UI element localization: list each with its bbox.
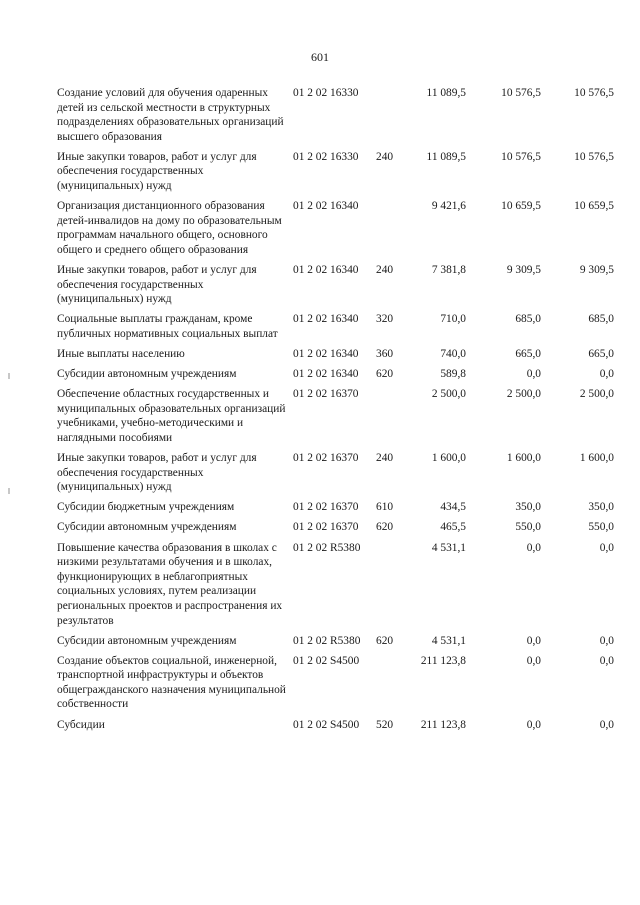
amount-year-2: 665,0 <box>515 348 541 360</box>
table-row <box>57 520 617 535</box>
target-article-code: 01 2 02 16340 <box>293 368 359 381</box>
amount-year-1: 1 600,0 <box>431 452 466 465</box>
amount-year-2: 0,0 <box>526 718 541 731</box>
amount-year-2: 0,0 <box>526 654 541 667</box>
table-row <box>57 654 617 712</box>
target-article-code: 01 2 02 16330 <box>293 87 359 99</box>
row-description: Субсидии автономным учреждениям <box>57 521 237 534</box>
amount-year-1: 11 089,5 <box>426 150 466 163</box>
table-row <box>57 451 617 495</box>
row-description: Иные выплаты населению <box>57 348 185 360</box>
target-article-code: 01 2 02 16370 <box>293 388 359 401</box>
table-row <box>57 500 617 515</box>
amount-year-1: 710,0 <box>440 313 466 326</box>
table-row <box>57 541 617 629</box>
row-description: Иные закупки товаров, работ и услуг для обеспечения государственных (муниципальных) нужд <box>57 452 257 494</box>
amount-year-3: 10 659,5 <box>574 200 614 213</box>
target-article-code: 01 2 02 S4500 <box>293 654 360 667</box>
amount-year-1: 465,5 <box>440 521 466 534</box>
expense-type-code: 240 <box>376 150 394 163</box>
amount-year-2: 10 659,5 <box>501 200 541 213</box>
amount-year-3: 2 500,0 <box>579 388 614 401</box>
amount-year-2: 9 309,5 <box>506 264 541 277</box>
amount-year-2: 0,0 <box>526 634 541 647</box>
target-article-code: 01 2 02 R5380 <box>293 634 361 647</box>
target-article-code: 01 2 02 16340 <box>293 313 359 326</box>
amount-year-1: 11 089,5 <box>426 87 466 99</box>
table-row <box>57 387 617 445</box>
amount-year-1: 589,8 <box>440 368 466 381</box>
amount-year-3: 10 576,5 <box>574 87 614 99</box>
row-description: Иные закупки товаров, работ и услуг для обеспечения государственных (муниципальных) нужд <box>57 150 257 193</box>
row-description: Субсидии <box>57 718 105 731</box>
expense-type-code: 360 <box>376 348 394 360</box>
amount-year-1: 4 531,1 <box>431 541 466 554</box>
amount-year-3: 550,0 <box>588 521 614 534</box>
amount-year-3: 665,0 <box>588 348 614 360</box>
expense-type-code: 620 <box>376 521 394 534</box>
target-article-code: 01 2 02 16370 <box>293 521 359 534</box>
amount-year-2: 10 576,5 <box>501 150 541 163</box>
amount-year-3: 0,0 <box>599 718 614 731</box>
amount-year-2: 10 576,5 <box>501 87 541 99</box>
expense-type-code: 620 <box>376 634 394 647</box>
amount-year-1: 9 421,6 <box>431 200 466 213</box>
amount-year-3: 9 309,5 <box>579 264 614 277</box>
target-article-code: 01 2 02 16340 <box>293 264 359 277</box>
expense-type-code: 240 <box>376 452 394 465</box>
amount-year-1: 211 123,8 <box>420 718 466 731</box>
row-description: Субсидии автономным учреждениям <box>57 634 237 647</box>
row-description: Создание условий для обучения одаренных детей из сельской местности в структурных подразделениях образовательных организаций высшего образования <box>57 87 284 143</box>
expense-type-code: 610 <box>376 501 394 514</box>
target-article-code: 01 2 02 S4500 <box>293 718 360 731</box>
table-row <box>57 367 617 382</box>
amount-year-2: 0,0 <box>526 368 541 381</box>
amount-year-3: 0,0 <box>599 654 614 667</box>
target-article-code: 01 2 02 16340 <box>293 200 359 213</box>
row-description: Субсидии автономным учреждениям <box>57 368 237 381</box>
amount-year-2: 685,0 <box>515 313 541 326</box>
amount-year-2: 1 600,0 <box>506 452 541 465</box>
amount-year-3: 0,0 <box>599 541 614 554</box>
target-article-code: 01 2 02 16330 <box>293 150 359 163</box>
amount-year-1: 4 531,1 <box>431 634 466 647</box>
budget-table <box>57 86 617 738</box>
amount-year-3: 350,0 <box>588 501 614 514</box>
row-description: Социальные выплаты гражданам, кроме публичных нормативных социальных выплат <box>57 313 278 340</box>
amount-year-3: 0,0 <box>599 634 614 647</box>
table-row <box>57 199 617 257</box>
row-description: Создание объектов социальной, инженерной, транспортной инфраструктуры и объектов общегражданского назначения муниципальной собственности <box>57 654 286 711</box>
target-article-code: 01 2 02 16370 <box>293 501 359 514</box>
amount-year-1: 7 381,8 <box>431 264 466 277</box>
amount-year-1: 2 500,0 <box>431 388 466 401</box>
row-description: Субсидии бюджетным учреждениям <box>57 501 235 514</box>
table-row <box>57 634 617 649</box>
amount-year-1: 211 123,8 <box>420 654 466 667</box>
amount-year-3: 0,0 <box>599 368 614 381</box>
table-row <box>57 347 617 362</box>
amount-year-3: 685,0 <box>588 313 614 326</box>
expense-type-code: 240 <box>376 264 394 277</box>
expense-type-code: 520 <box>376 718 394 731</box>
margin-mark <box>8 373 10 379</box>
margin-mark <box>8 488 10 494</box>
table-row <box>57 150 617 194</box>
expense-type-code: 620 <box>376 368 394 381</box>
amount-year-1: 434,5 <box>440 501 466 514</box>
amount-year-2: 2 500,0 <box>506 388 541 401</box>
row-description: Организация дистанционного образования детей-инвалидов на дому по образовательным программам начального общего, основного общего и среднего общего образования <box>57 200 282 256</box>
amount-year-2: 0,0 <box>526 541 541 554</box>
amount-year-3: 10 576,5 <box>574 150 614 163</box>
row-description: Обеспечение областных государственных и муниципальных образовательных организаций учебниками, учебно-методическими и наглядными пособиями <box>57 388 286 444</box>
target-article-code: 01 2 02 16340 <box>293 348 359 360</box>
table-row <box>57 263 617 307</box>
row-description: Иные закупки товаров, работ и услуг для обеспечения государственных (муниципальных) нужд <box>57 264 257 306</box>
amount-year-3: 1 600,0 <box>579 452 614 465</box>
row-description: Повышение качества образования в школах с низкими результатами обучения и в школах, функционирующих в неблагоприятных социальных условиях, путем реализации региональных проектов и распространения их результатов <box>57 541 283 627</box>
expense-type-code: 320 <box>376 313 394 326</box>
amount-year-2: 350,0 <box>515 501 541 514</box>
target-article-code: 01 2 02 R5380 <box>293 541 361 554</box>
table-row <box>57 312 617 341</box>
table-row <box>57 86 617 144</box>
amount-year-2: 550,0 <box>515 521 541 534</box>
amount-year-1: 740,0 <box>440 348 466 360</box>
page-number: 601 <box>311 50 329 64</box>
table-row <box>57 718 617 733</box>
target-article-code: 01 2 02 16370 <box>293 452 359 465</box>
